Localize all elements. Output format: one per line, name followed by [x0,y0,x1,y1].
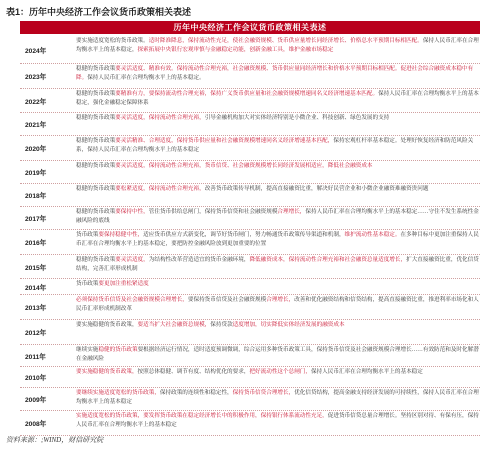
highlighted-phrase: 保持货币信贷合理增长， [232,390,295,396]
row-year: 2011年 [25,353,46,361]
highlighted-phrase: 实施适度宽松的货币政策， [76,413,144,419]
row-year: 2015年 [25,264,47,272]
row-year: 2013年 [25,305,47,312]
table-row [20,36,480,64]
text-phrase: 在多种目标中更加注重保持人民币汇率在合理均衡水平上的基本稳定，要把防控金融风险放到更加重要的位置 [76,232,479,247]
row-policy-text [76,279,480,294]
highlighted-phrase: 要发挥货币政策在稳定经济增长中的积极作用， [143,413,261,419]
highlighted-phrase: 要保持中性， [115,209,149,215]
text-phrase: 改善和优化融资结构和信贷结构，提高直接融资比重，推进利率市场化和人民币汇率形成机制改革 [76,297,479,312]
row-year: 2022年 [25,98,47,106]
text-phrase: 稳健的货币政策 [76,66,116,72]
row-year: 2021年 [25,122,47,129]
highlighted-phrase: 合理增长， [277,209,306,215]
highlighted-phrase: 要灵活适度，保持流动性合理充裕， [115,115,205,121]
row-year: 2017年 [25,216,47,223]
table-row [20,113,480,136]
row-policy-text [76,113,480,135]
highlighted-phrase: 降低融资成本，保持流动性合理充裕和社会融资总量适度增长， [249,257,407,263]
table-row [20,89,480,113]
highlighted-phrase: 要精准有力，要保持流动性合理充裕，保持广义货币供应量和社会融资规模增速同名义经济增速基本匹配。 [115,91,379,97]
row-policy-text [76,388,480,410]
text-phrase: 扩大直接融资比重，优化信贷结构，完善汇率形成机制 [76,257,479,272]
highlighted-phrase: 切实降低实体经济发展的融资成本 [260,322,345,328]
table-row [20,367,480,388]
highlighted-phrase: 货币信贷、社会融资规模增长同经济发展相适应， [204,163,328,169]
text-phrase: 保持政策的连续性和稳定性， [159,390,233,396]
highlighted-phrase: 保持银行体系流动性充足， [260,413,328,419]
highlighted-phrase: 社会融资规模、货币供应量同经济增长和价格水平预期目标相匹配。 [232,66,401,72]
table-row [20,136,480,161]
text-phrase: 优化信贷结构，提高金融支持经济发展的可持续性，保持人民币汇率在合理均衡水平上的基本稳定 [76,390,479,405]
highlighted-phrase: 维护流动性基本稳定。 [344,232,401,238]
highlighted-phrase: 要灵活适度， [115,257,149,263]
text-phrase: 稳健的货币政策 [76,91,116,97]
row-policy-text [76,411,480,435]
row-year: 2012年 [25,330,47,337]
highlighted-phrase: 适度增加， [232,322,261,328]
table-row [20,279,480,295]
highlighted-phrase: 要更加注重松紧适度 [98,281,149,287]
highlighted-phrase: 要松紧适度，保持流动性合理充裕， [115,186,205,192]
text-phrase: 要实施稳健的货币政策， [76,322,138,328]
highlighted-phrase: 要灵活适度，保持流动性合理充裕， [115,163,205,169]
highlighted-phrase: 要继续实施适度宽松的货币政策， [76,390,160,396]
row-policy-text [76,161,480,183]
table-row [20,388,480,411]
row-year: 2008年 [25,421,47,428]
text-phrase: 稳健的货币政策 [76,186,116,192]
highlighted-phrase: 要灵活适度、精准有效。保持流动性合理充裕， [115,66,233,72]
text-phrase: 要实施适度宽松的货币政策。 [76,38,149,44]
row-policy-text [76,207,480,229]
highlighted-phrase: 必须保持货币信贷及社会融资规模合理增长， [76,297,188,303]
highlighted-phrase: 保持货币供应量和社会融资规模增速同名义经济增速基本匹配， [176,138,334,144]
text-phrase: 稳健的货币政策 [76,257,116,263]
row-year: 2018年 [25,193,47,200]
text-phrase: 要根据经济运行情况，适时适度预调微调，综合运用多种货币政策工具，保持货币信贷及社会融资规模合理增长……有效防范和及时化解潜在金融风险 [76,347,479,362]
row-year: 2010年 [25,375,47,382]
text-phrase: 保持人民币汇率在合理均衡水平上的基本稳定。 [87,74,205,81]
row-year: 2014年 [25,284,47,292]
table-row [20,207,480,230]
highlighted-phrase: 探索拓展中央银行宏观审慎与金融稳定功能，创新金融工具，维护金融市场稳定 [137,46,334,53]
row-policy-text [76,320,480,344]
text-phrase: 按照总体稳健、调节有度、结构优化的要求， [137,369,250,375]
table-caption: 表1：历年中央经济工作会议货币政策相关表述 [6,7,192,17]
row-year: 2016年 [25,240,47,247]
row-policy-text [76,136,480,160]
row-policy-text [76,64,480,88]
text-phrase: 保持人民币汇率在合理均衡水平上的基本稳定 [310,369,423,375]
highlighted-phrase: 稳健的货币政策 [98,347,138,353]
row-policy-text [76,230,480,254]
table-row [20,184,480,207]
row-policy-text [76,367,480,387]
row-year: 2023年 [25,74,47,81]
row-year: 2024年 [25,47,47,55]
table-row [20,345,480,367]
policy-table [20,36,480,436]
table-row [20,320,480,345]
highlighted-phrase: 要保持稳健中性， [98,232,144,238]
text-phrase: 稳健的货币政策 [76,209,116,215]
text-phrase: 保持人民币汇率在合理均衡水平上的基本稳定……守住不发生系统性金融风险的底线 [76,209,479,224]
highlighted-phrase: 降低社会融资成本 [327,163,373,169]
row-policy-text [76,345,480,366]
text-phrase: 保持人民币汇率在合理均衡水平上的基本稳定，强化金融稳定保障体系 [76,91,479,106]
highlighted-phrase: 把好流动性这个总闸门， [249,369,311,375]
text-phrase: 货币政策 [76,281,99,287]
highlighted-phrase: 适时降准降息，保持流动性充足， [148,38,233,44]
highlighted-phrase: 合理增长， [266,297,295,303]
row-year: 2020年 [25,146,47,153]
text-phrase: 稳健的货币政策 [76,115,116,121]
text-phrase: 为结构性改革营造适宜的货币金融环境， [148,257,250,263]
highlighted-phrase: 促进社会综合融资成本稳中有降。 [76,66,474,81]
table-title: 历年中央经济工作会议货币政策相关表述 [20,21,480,34]
row-policy-text [76,184,480,206]
text-phrase: 保持人民币汇率在合理均衡水平上的基本稳定， [76,38,479,53]
text-phrase: 稳健的货币政策 [76,138,116,144]
highlighted-phrase: 使社会融资规模、货币供应量增长同经济增长、价格总水平预期目标相匹配。 [232,38,423,44]
text-phrase: 保持宏观杠杆率基本稳定。处理好恢复经济和防范风险关系，保持人民币汇率在合理均衡水平上的基本稳定 [76,138,474,153]
text-phrase: 适应货币供应方式新变化，调节好货币闸门，努力畅通货币政策传导渠道和机制， [143,232,345,238]
row-year: 2009年 [25,397,47,404]
text-phrase: 稳健的货币政策 [76,163,116,169]
table-row [20,64,480,89]
table-row [20,255,480,279]
row-policy-text [76,89,480,112]
highlighted-phrase: 要实施稳健的货币政策， [76,369,138,375]
text-phrase: 引导金融机构加大对实体经济特别是小微企业、科技创新、绿色发展的支持 [204,115,390,121]
text-phrase: 继续实施 [76,347,99,353]
table-row [20,295,480,320]
row-policy-text [76,255,480,278]
text-phrase: 保持贷款 [210,322,233,328]
table-row [20,230,480,255]
table-row [20,411,480,436]
text-phrase: 货币政策 [76,232,99,238]
row-year: 2019年 [25,170,47,177]
table-row [20,161,480,184]
row-policy-text [76,36,480,63]
text-phrase: 管住货币供给总闸门，保持货币信贷和社会融资规模 [148,209,278,215]
highlighted-phrase: 要适当扩大社会融资总规模， [137,322,211,328]
text-phrase: 改善货币政策传导机制，提高直接融资比重，解决好民营企业和小微企业融资难融资贵问题 [204,186,429,192]
text-phrase: 要保持货币信贷及社会融资规模 [187,297,267,303]
source-note: 资料来源：;WIND，财信研究院 [6,436,104,444]
text-phrase: 促进货币信贷总量合理增长。坚持区别对待、有保有压，保持人民币汇率在合理均衡水平上的基本稳定 [76,413,479,428]
row-policy-text [76,295,480,319]
highlighted-phrase: 要灵活精准、合理适度， [115,138,177,144]
